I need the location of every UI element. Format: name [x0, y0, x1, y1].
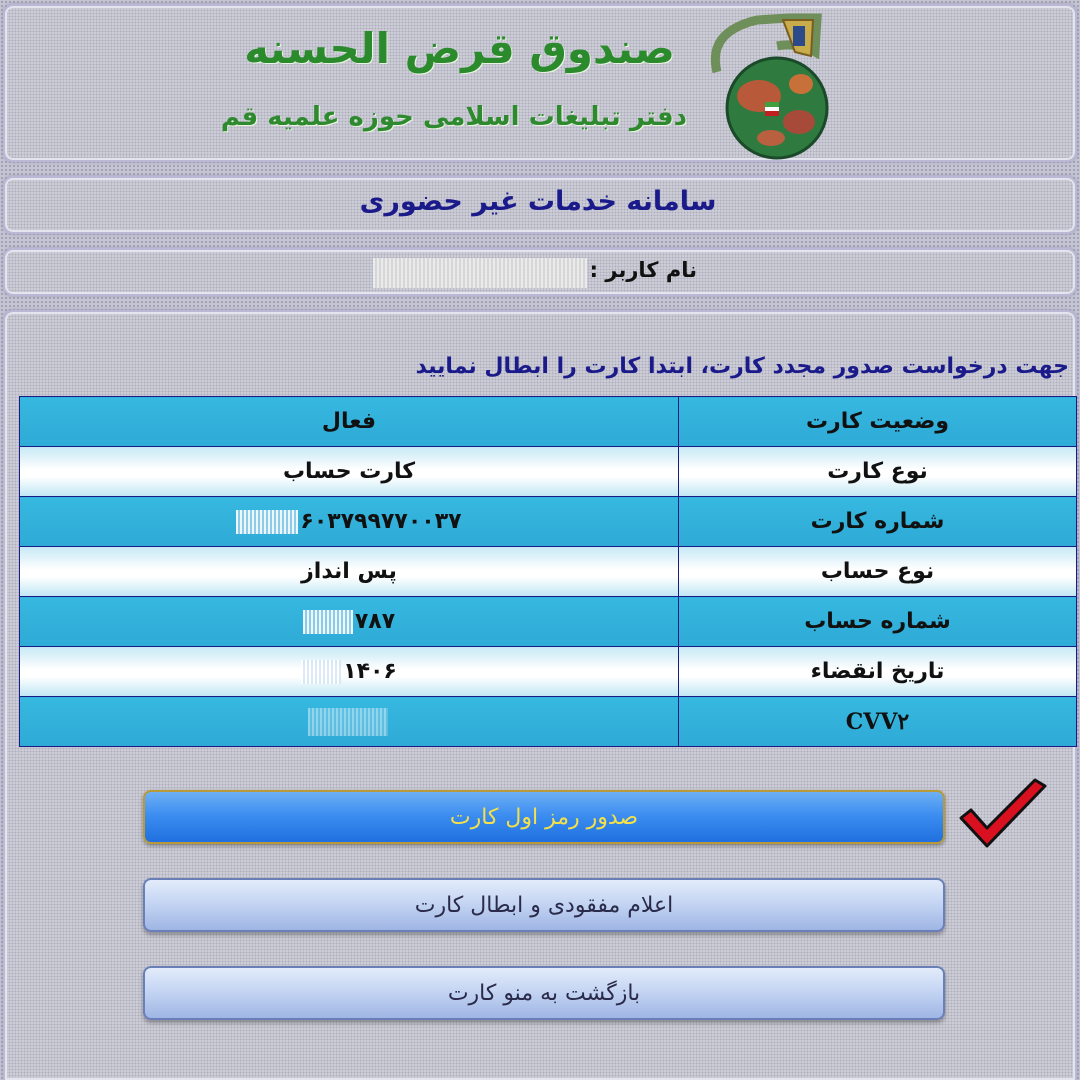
card-status-label: وضعیت کارت	[679, 397, 1077, 447]
account-number-cell	[20, 597, 679, 647]
card-status-value: فعال	[20, 397, 679, 447]
fund-title: صندوق قرض الحسنه	[244, 24, 675, 73]
account-type-label: نوع حساب	[679, 547, 1077, 597]
back-to-card-menu-button[interactable]: بازگشت به منو کارت	[143, 966, 945, 1020]
report-lost-card-button[interactable]: اعلام مفقودی و ابطال کارت	[143, 878, 945, 932]
table-row	[20, 497, 1077, 547]
table-row	[20, 647, 1077, 697]
expiry-date-redacted	[301, 660, 341, 684]
table-row	[20, 547, 1077, 597]
table-row	[20, 597, 1077, 647]
card-info-table	[19, 396, 1077, 747]
reissue-notice: جهت درخواست صدور مجدد کارت، ابتدا کارت را ابطال نمایید	[415, 354, 1069, 379]
issue-first-pin-button[interactable]: صدور رمز اول کارت	[143, 790, 945, 844]
card-number-label: شماره کارت	[679, 497, 1077, 547]
account-number-label: شماره حساب	[679, 597, 1077, 647]
cvv2-label: CVV۲	[679, 697, 1077, 747]
username-label: نام کاربر :	[589, 258, 697, 282]
card-number-value: ۶۰۳۷۹۹۷۷۰۰۳۷	[300, 509, 462, 534]
office-name: دفتر تبلیغات اسلامی حوزه علمیه قم	[220, 102, 687, 132]
card-type-value: کارت حساب	[20, 447, 679, 497]
table-row	[20, 397, 1077, 447]
cvv2-cell	[20, 697, 679, 747]
table-row	[20, 697, 1077, 747]
cvv2-redacted	[308, 708, 388, 736]
account-number-value: ۷۸۷	[354, 609, 396, 634]
card-type-label: نوع کارت	[679, 447, 1077, 497]
service-title: سامانه خدمات غیر حضوری	[359, 186, 717, 217]
expiry-date-label: تاریخ انقضاء	[679, 647, 1077, 697]
card-number-redacted	[236, 510, 298, 534]
username-redacted	[373, 258, 587, 288]
globe-logo-icon	[697, 12, 833, 162]
account-type-value: پس انداز	[20, 547, 679, 597]
account-number-redacted	[303, 610, 353, 634]
table-row	[20, 447, 1077, 497]
header-panel	[3, 4, 1077, 162]
card-number-cell	[20, 497, 679, 547]
checkmark-icon	[957, 778, 1049, 852]
expiry-date-value: ۱۴۰۶	[343, 659, 397, 684]
expiry-date-cell	[20, 647, 679, 697]
service-title-panel	[3, 176, 1077, 234]
main-panel	[3, 310, 1077, 1080]
user-bar	[3, 248, 1077, 296]
